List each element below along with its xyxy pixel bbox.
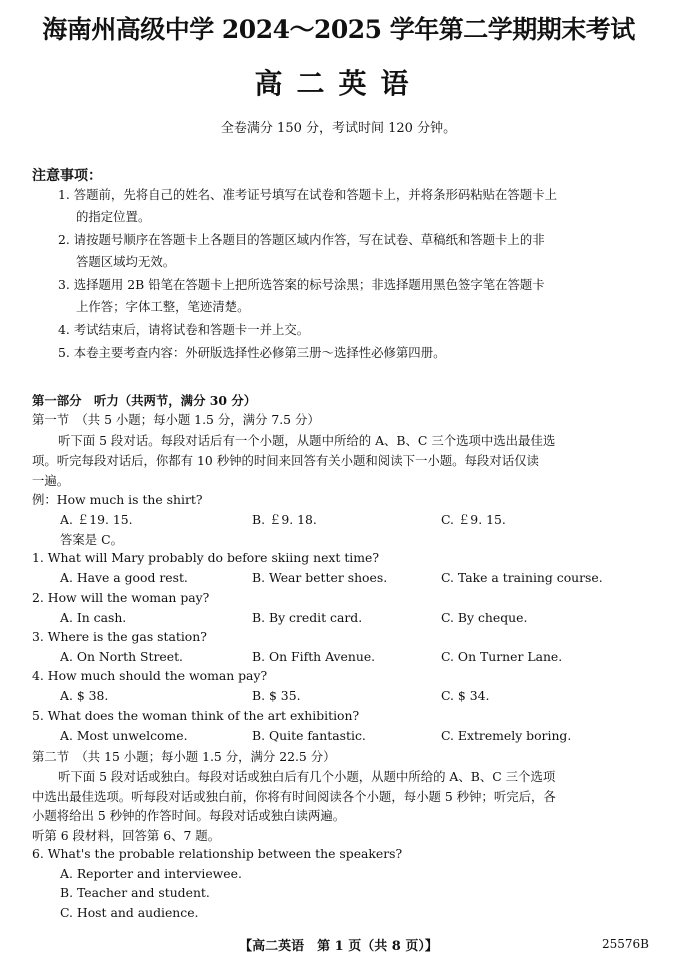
q5-option-b: B. Quite fantastic. xyxy=(252,728,366,743)
q3-option-b: B. On Fifth Avenue. xyxy=(252,649,376,664)
notice-item-cont: 上作答；字体工整，笔迹清楚。 xyxy=(76,299,250,314)
section1-instruction-1: 听下面 5 段对话。每段对话后有一个小题，从题中所给的 A、B、C 三个选项中选出最佳选 xyxy=(58,433,556,448)
example-option-b: B. ￡9. 18. xyxy=(252,512,317,527)
section2-instruction-3: 小题将给出 5 秒钟的作答时间。每段对话或独白读两遍。 xyxy=(32,808,346,823)
q6-option-c: C. Host and audience. xyxy=(60,905,199,920)
q4-option-a: A. $ 38. xyxy=(60,688,109,703)
q2-option-b: B. By credit card. xyxy=(252,610,363,625)
notice-item-text: 5. 本卷主要考查内容：外研版选择性必修第三册～选择性必修第四册。 xyxy=(58,345,446,360)
q6-option-b: B. Teacher and student. xyxy=(60,885,210,900)
question-5: 5. What does the woman think of the art exhibition? xyxy=(32,708,360,723)
subject-title: 高二英语 xyxy=(254,67,423,100)
q5-option-a: A. Most unwelcome. xyxy=(60,728,188,743)
q3-option-a: A. On North Street. xyxy=(60,649,183,664)
score-info: 全卷满分 150 分，考试时间 120 分钟。 xyxy=(220,121,457,136)
notice-item-4 xyxy=(58,319,658,341)
section2-instruction-2: 中选出最佳选项。听每段对话或独白前，你将有时间阅读各个小题，每小题 5 秒钟；听完后，各 xyxy=(32,789,556,804)
q1-option-a: A. Have a good rest. xyxy=(60,570,188,585)
notice-item-1 xyxy=(58,184,658,228)
example-question: 例：How much is the shirt? xyxy=(32,492,203,507)
page-footer: 【高二英语 第 1 页（共 8 页）】 xyxy=(239,939,438,954)
question-3: 3. Where is the gas station? xyxy=(32,629,207,644)
section2-heading: 第二节 （共 15 小题；每小题 1.5 分，满分 22.5 分） xyxy=(32,749,336,764)
notice-item-text: 2. 请按题号顺序在答题卡上各题目的答题区域内作答，写在试卷、草稿纸和答题卡上的非 xyxy=(58,232,545,247)
q3-option-c: C. On Turner Lane. xyxy=(441,649,563,664)
part1-heading: 第一部分 听力（共两节，满分 30 分） xyxy=(32,393,257,408)
q2-option-c: C. By cheque. xyxy=(441,610,528,625)
paper-code: 25576B xyxy=(602,937,649,951)
example-option-c: C. ￡9. 15. xyxy=(441,512,506,527)
q2-option-a: A. In cash. xyxy=(60,610,127,625)
q5-option-c: C. Extremely boring. xyxy=(441,728,572,743)
q1-option-b: B. Wear better shoes. xyxy=(252,570,388,585)
notice-heading: 注意事项： xyxy=(32,168,102,184)
q4-option-b: B. $ 35. xyxy=(252,688,301,703)
notice-item-cont: 答题区域均无效。 xyxy=(76,254,176,269)
exam-title: 海南州高级中学 2024～2025 学年第二学期期末考试 xyxy=(42,15,635,44)
section1-heading: 第一节 （共 5 小题；每小题 1.5 分，满分 7.5 分） xyxy=(32,412,320,427)
notice-item-text: 3. 选择题用 2B 铅笔在答题卡上把所选答案的标号涂黑；非选择题用黑色签字笔在答题卡 xyxy=(58,277,545,292)
notice-item-5 xyxy=(58,342,658,364)
notice-item-text: 4. 考试结束后，请将试卷和答题卡一并上交。 xyxy=(58,322,310,337)
notice-item-text: 1. 答题前，先将自己的姓名、准考证号填写在试卷和答题卡上，并将条形码粘贴在答题卡上 xyxy=(58,187,557,202)
notice-item-3 xyxy=(58,274,658,318)
example-answer: 答案是 C。 xyxy=(60,532,123,547)
q4-option-c: C. $ 34. xyxy=(441,688,490,703)
question-1: 1. What will Mary probably do before skiing next time? xyxy=(32,550,379,565)
section1-instruction-3: 一遍。 xyxy=(32,473,70,488)
notice-item-2 xyxy=(58,229,658,273)
section1-instruction-2: 项。听完每段对话后，你都有 10 秒钟的时间来回答有关小题和阅读下一小题。每段对话仅读 xyxy=(32,453,539,468)
notice-item-cont: 的指定位置。 xyxy=(76,209,151,224)
material-note: 听第 6 段材料，回答第 6、7 题。 xyxy=(32,828,221,843)
example-option-a: A. ￡19. 15. xyxy=(60,512,133,527)
section2-instruction-1: 听下面 5 段对话或独白。每段对话或独白后有几个小题，从题中所给的 A、B、C 三个选项 xyxy=(58,769,556,784)
question-2: 2. How will the woman pay? xyxy=(32,590,210,605)
question-4: 4. How much should the woman pay? xyxy=(32,668,268,683)
question-6: 6. What's the probable relationship between the speakers? xyxy=(32,846,403,861)
q6-option-a: A. Reporter and interviewee. xyxy=(60,866,242,881)
q1-option-c: C. Take a training course. xyxy=(441,570,603,585)
